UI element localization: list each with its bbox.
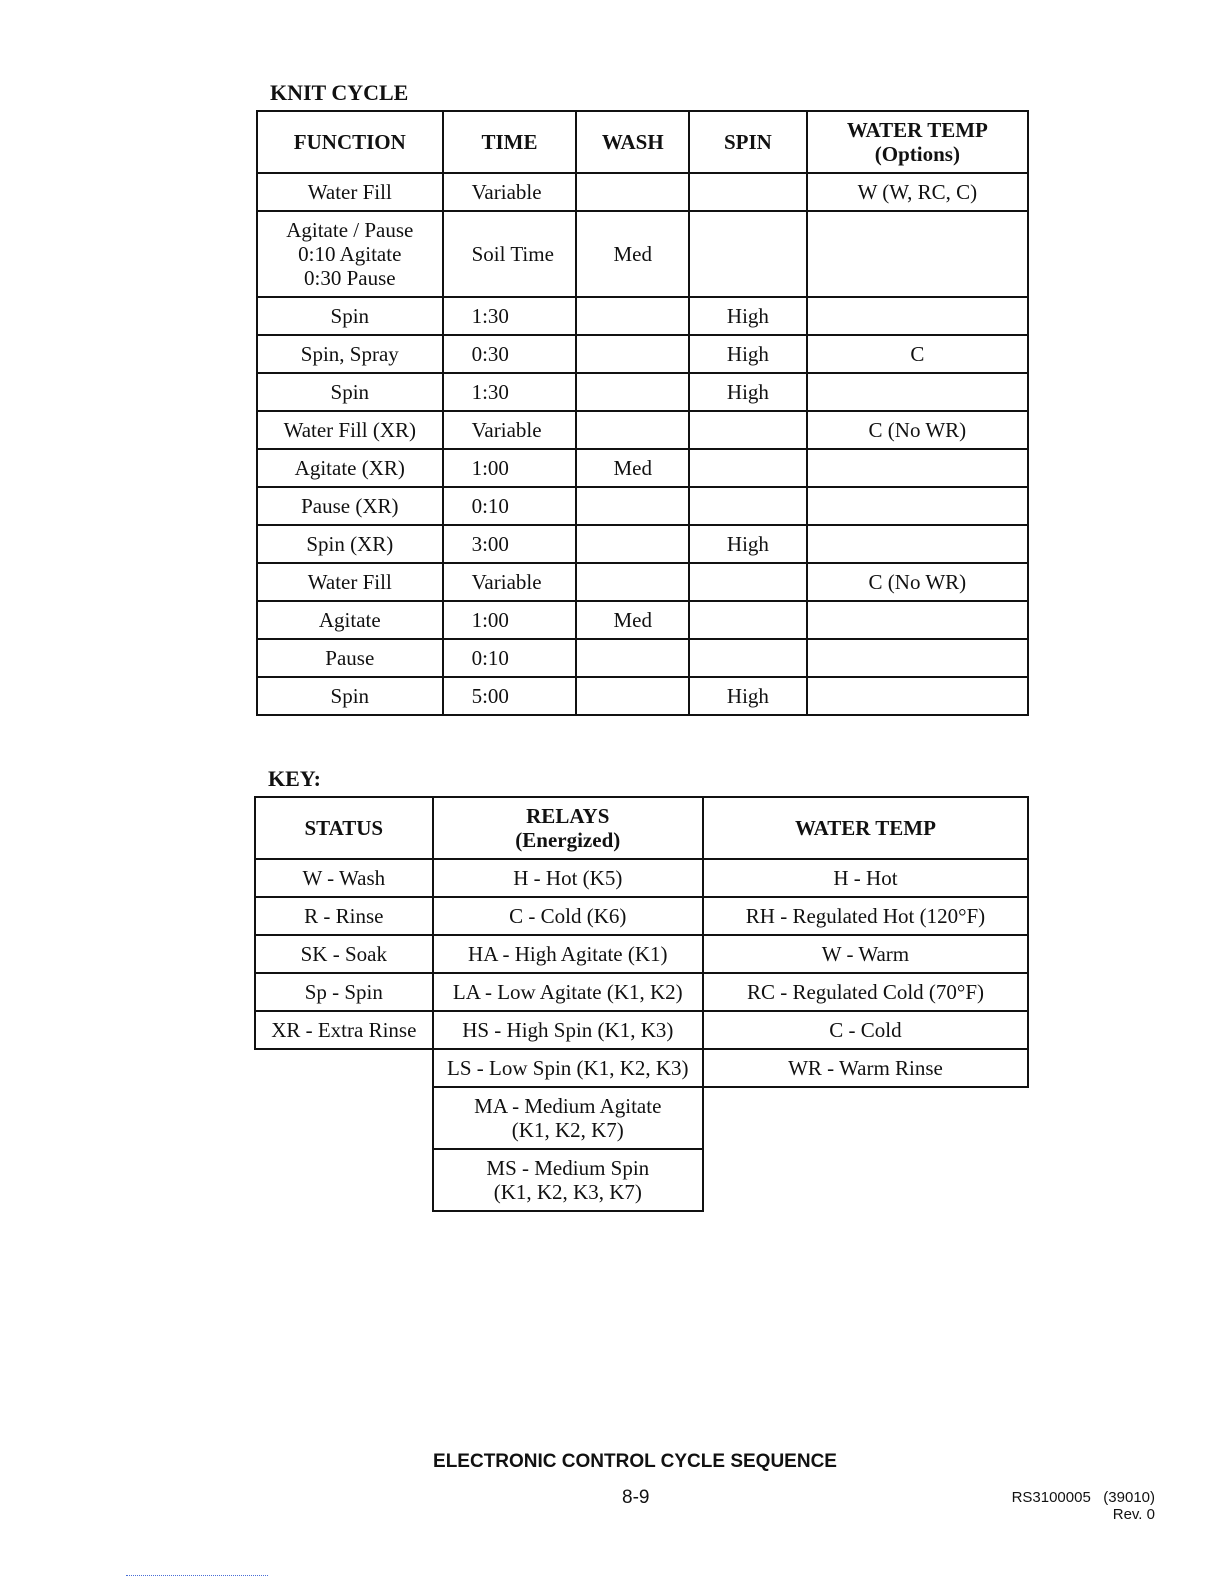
relay-line: (K1, K2, K7) bbox=[511, 1118, 624, 1142]
status-cell: Sp - Spin bbox=[255, 973, 433, 1011]
status-cell: XR - Extra Rinse bbox=[255, 1011, 433, 1049]
key-row bbox=[255, 1049, 1028, 1087]
relay-cell: LS - Low Spin (K1, K2, K3) bbox=[433, 1049, 703, 1087]
table-row bbox=[257, 487, 1028, 525]
spin-header: SPIN bbox=[689, 111, 807, 173]
key-row bbox=[255, 897, 1028, 935]
table-row bbox=[257, 525, 1028, 563]
relay-cell: C - Cold (K6) bbox=[433, 897, 703, 935]
document-code bbox=[1012, 1489, 1155, 1523]
knit-cycle-table bbox=[256, 110, 1029, 716]
function-cell: Spin bbox=[257, 373, 443, 411]
function-cell: Pause (XR) bbox=[257, 487, 443, 525]
wash-cell: Med bbox=[576, 601, 689, 639]
key-water-temp-cell bbox=[703, 1087, 1028, 1149]
key-row bbox=[255, 859, 1028, 897]
spin-cell bbox=[689, 601, 807, 639]
status-cell: SK - Soak bbox=[255, 935, 433, 973]
status-cell bbox=[255, 1149, 433, 1211]
time-cell: 1:30 bbox=[443, 297, 577, 335]
relays-header-label: RELAYS bbox=[526, 804, 610, 828]
time-cell: 1:00 bbox=[443, 449, 577, 487]
key-title: KEY: bbox=[268, 766, 321, 791]
function-cell: Water Fill bbox=[257, 173, 443, 211]
table-header-row bbox=[257, 111, 1028, 173]
wash-cell bbox=[576, 639, 689, 677]
water-temp-cell: W (W, RC, C) bbox=[807, 173, 1028, 211]
function-cell: Agitate bbox=[257, 601, 443, 639]
water-temp-cell bbox=[807, 677, 1028, 715]
spin-cell bbox=[689, 639, 807, 677]
table-row bbox=[257, 373, 1028, 411]
water-temp-cell bbox=[807, 487, 1028, 525]
status-cell bbox=[255, 1049, 433, 1087]
time-cell: Variable bbox=[443, 563, 577, 601]
time-cell: 0:10 bbox=[443, 487, 577, 525]
relays-header-sub: (Energized) bbox=[515, 828, 621, 852]
relay-cell: LA - Low Agitate (K1, K2) bbox=[433, 973, 703, 1011]
function-line: Agitate / Pause bbox=[286, 218, 414, 242]
function-cell bbox=[257, 211, 443, 297]
key-header-row bbox=[255, 797, 1028, 859]
page-number: 8-9 bbox=[622, 1487, 650, 1508]
water-temp-cell bbox=[807, 449, 1028, 487]
knit-cycle-title: KNIT CYCLE bbox=[270, 80, 409, 105]
spin-cell: High bbox=[689, 525, 807, 563]
key-water-temp-header: WATER TEMP bbox=[703, 797, 1028, 859]
table-row bbox=[257, 297, 1028, 335]
relay-line: MA - Medium Agitate bbox=[474, 1094, 662, 1118]
spin-cell bbox=[689, 487, 807, 525]
key-water-temp-cell bbox=[703, 1149, 1028, 1211]
spin-cell: High bbox=[689, 373, 807, 411]
function-line: 0:30 Pause bbox=[304, 266, 396, 290]
status-cell: R - Rinse bbox=[255, 897, 433, 935]
water-temp-header bbox=[807, 111, 1028, 173]
time-cell: 0:30 bbox=[443, 335, 577, 373]
key-row bbox=[255, 935, 1028, 973]
time-cell: 5:00 bbox=[443, 677, 577, 715]
relay-line: MS - Medium Spin bbox=[486, 1156, 650, 1180]
spin-cell bbox=[689, 211, 807, 297]
table-row bbox=[257, 449, 1028, 487]
relay-cell bbox=[433, 1087, 703, 1149]
key-row bbox=[255, 1149, 1028, 1211]
water-temp-cell: C (No WR) bbox=[807, 411, 1028, 449]
doc-revision: Rev. 0 bbox=[1112, 1506, 1155, 1523]
table-row bbox=[257, 173, 1028, 211]
wash-cell bbox=[576, 411, 689, 449]
function-cell: Spin bbox=[257, 297, 443, 335]
spin-cell: High bbox=[689, 297, 807, 335]
function-cell: Pause bbox=[257, 639, 443, 677]
function-cell: Spin (XR) bbox=[257, 525, 443, 563]
water-temp-cell bbox=[807, 601, 1028, 639]
wash-cell bbox=[576, 677, 689, 715]
key-body bbox=[255, 859, 1028, 1211]
function-cell: Water Fill (XR) bbox=[257, 411, 443, 449]
time-cell: 1:00 bbox=[443, 601, 577, 639]
table-row bbox=[257, 677, 1028, 715]
key-row bbox=[255, 1011, 1028, 1049]
spin-cell bbox=[689, 449, 807, 487]
water-temp-cell bbox=[807, 297, 1028, 335]
function-cell: Spin bbox=[257, 677, 443, 715]
knit-cycle-body bbox=[257, 173, 1028, 715]
key-water-temp-cell: RC - Regulated Cold (70°F) bbox=[703, 973, 1028, 1011]
time-header: TIME bbox=[443, 111, 577, 173]
wash-cell bbox=[576, 563, 689, 601]
water-temp-header-sub: (Options) bbox=[874, 142, 960, 166]
water-temp-cell bbox=[807, 373, 1028, 411]
time-cell: 3:00 bbox=[443, 525, 577, 563]
function-header: FUNCTION bbox=[257, 111, 443, 173]
function-cell: Spin, Spray bbox=[257, 335, 443, 373]
key-water-temp-cell: RH - Regulated Hot (120°F) bbox=[703, 897, 1028, 935]
function-cell: Agitate (XR) bbox=[257, 449, 443, 487]
table-row bbox=[257, 335, 1028, 373]
time-cell: Soil Time bbox=[443, 211, 577, 297]
water-temp-cell: C bbox=[807, 335, 1028, 373]
wash-cell: Med bbox=[576, 211, 689, 297]
time-cell: Variable bbox=[443, 411, 577, 449]
table-row bbox=[257, 211, 1028, 297]
wash-cell bbox=[576, 335, 689, 373]
function-cell: Water Fill bbox=[257, 563, 443, 601]
wash-cell bbox=[576, 297, 689, 335]
water-temp-cell bbox=[807, 525, 1028, 563]
key-water-temp-cell: WR - Warm Rinse bbox=[703, 1049, 1028, 1087]
spin-cell bbox=[689, 411, 807, 449]
key-water-temp-cell: W - Warm bbox=[703, 935, 1028, 973]
wash-cell bbox=[576, 487, 689, 525]
time-cell: 0:10 bbox=[443, 639, 577, 677]
doc-code-number: RS3100005 (39010) bbox=[1011, 1489, 1155, 1506]
status-cell bbox=[255, 1087, 433, 1149]
spin-cell bbox=[689, 173, 807, 211]
table-row bbox=[257, 639, 1028, 677]
wash-cell bbox=[576, 173, 689, 211]
key-water-temp-cell: C - Cold bbox=[703, 1011, 1028, 1049]
water-temp-cell: C (No WR) bbox=[807, 563, 1028, 601]
relay-line: (K1, K2, K3, K7) bbox=[493, 1180, 642, 1204]
wash-cell: Med bbox=[576, 449, 689, 487]
table-row bbox=[257, 563, 1028, 601]
spin-cell bbox=[689, 563, 807, 601]
water-temp-header-label: WATER TEMP bbox=[846, 118, 988, 142]
water-temp-cell bbox=[807, 639, 1028, 677]
table-row bbox=[257, 601, 1028, 639]
key-water-temp-cell: H - Hot bbox=[703, 859, 1028, 897]
water-temp-cell bbox=[807, 211, 1028, 297]
key-row bbox=[255, 973, 1028, 1011]
relay-cell: HS - High Spin (K1, K3) bbox=[433, 1011, 703, 1049]
wash-header: WASH bbox=[576, 111, 689, 173]
relay-cell: H - Hot (K5) bbox=[433, 859, 703, 897]
time-cell: Variable bbox=[443, 173, 577, 211]
spin-cell: High bbox=[689, 677, 807, 715]
footer-title: ELECTRONIC CONTROL CYCLE SEQUENCE bbox=[433, 1451, 837, 1472]
table-row bbox=[257, 411, 1028, 449]
relay-cell: HA - High Agitate (K1) bbox=[433, 935, 703, 973]
wash-cell bbox=[576, 373, 689, 411]
status-cell: W - Wash bbox=[255, 859, 433, 897]
status-header: STATUS bbox=[255, 797, 433, 859]
wash-cell bbox=[576, 525, 689, 563]
function-line: 0:10 Agitate bbox=[298, 242, 402, 266]
spin-cell: High bbox=[689, 335, 807, 373]
relay-cell bbox=[433, 1149, 703, 1211]
scan-artifact-line bbox=[126, 1575, 268, 1576]
relays-header bbox=[433, 797, 703, 859]
key-table bbox=[254, 796, 1029, 1212]
time-cell: 1:30 bbox=[443, 373, 577, 411]
key-row bbox=[255, 1087, 1028, 1149]
